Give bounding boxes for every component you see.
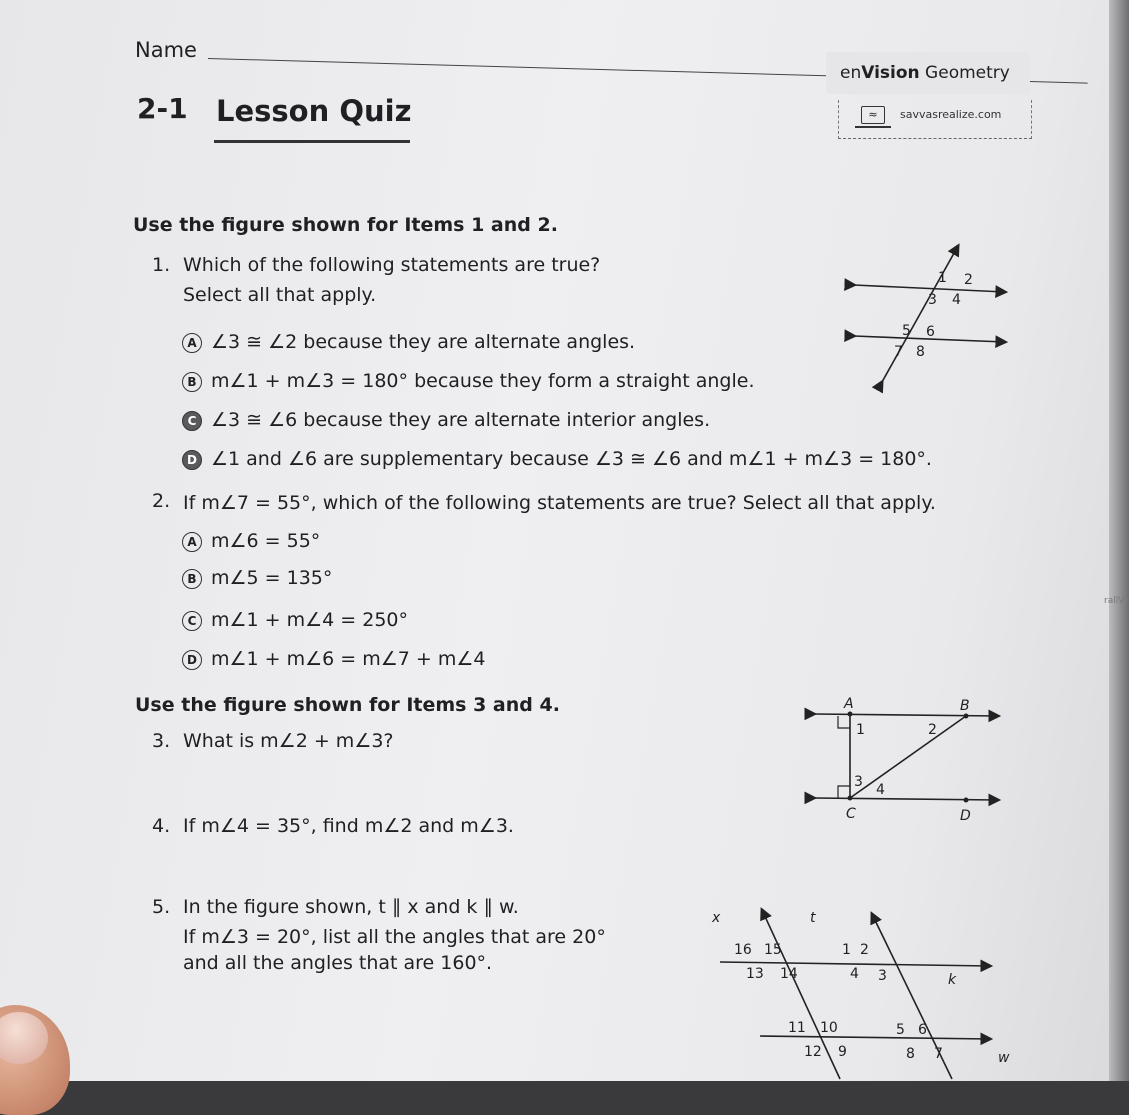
angle-label-16: 16	[734, 942, 752, 958]
transversal-figure-1	[840, 236, 1020, 396]
icon-underline	[855, 126, 891, 128]
angle-label-14: 14	[780, 966, 798, 982]
angle-label-6: 6	[918, 1022, 927, 1038]
option-letter: A	[182, 333, 202, 353]
section1-heading: Use the figure shown for Items 1 and 2.	[133, 214, 558, 236]
label-b: B	[960, 698, 970, 714]
option-text: m∠6 = 55°	[211, 530, 321, 552]
q3-text: What is m∠2 + m∠3?	[183, 730, 394, 752]
name-label: Name	[135, 38, 197, 62]
parallel-lines-figure-2	[800, 690, 1010, 830]
label-t: t	[810, 910, 816, 926]
right-angle-mark-a	[838, 716, 850, 728]
line-w	[760, 1036, 990, 1039]
angle-label-3: 3	[854, 774, 863, 790]
section2-heading: Use the figure shown for Items 3 and 4.	[135, 694, 560, 716]
q1-text-line1: Which of the following statements are true?	[183, 254, 601, 276]
angle-label-2: 2	[860, 942, 869, 958]
transversal-line	[882, 246, 958, 382]
q2-number: 2.	[152, 490, 171, 512]
parallel-line-upper	[854, 285, 1005, 292]
angle-label-1: 1	[938, 270, 947, 286]
segment-cb	[850, 716, 966, 798]
lesson-number: 2-1	[137, 92, 188, 125]
angle-label-1: 1	[842, 942, 851, 958]
option-text: ∠1 and ∠6 are supplementary because ∠3 ≅ ∠6 and m∠1 + m∠3 = 180°.	[211, 448, 932, 470]
q5-line2: If m∠3 = 20°, list all the angles that are 20°	[183, 926, 606, 948]
lesson-title: Lesson Quiz	[216, 94, 412, 128]
label-w: w	[998, 1050, 1010, 1066]
q2-option-b[interactable]	[182, 567, 332, 589]
angle-label-15: 15	[764, 942, 782, 958]
q2-option-c[interactable]	[182, 609, 408, 631]
option-letter: D	[182, 450, 202, 470]
q3-number: 3.	[152, 730, 171, 752]
angle-label-2: 2	[964, 272, 973, 288]
q1-number: 1.	[152, 254, 171, 276]
angle-label-13: 13	[746, 966, 764, 982]
line-cd	[814, 798, 998, 800]
line-ab	[814, 714, 998, 716]
angle-label-8: 8	[906, 1046, 915, 1062]
angle-label-11: 11	[788, 1020, 806, 1036]
angle-label-12: 12	[804, 1044, 822, 1060]
label-c: C	[846, 806, 856, 822]
point-b	[964, 714, 969, 719]
q1-option-a[interactable]	[182, 331, 635, 353]
q1-option-d[interactable]	[182, 448, 932, 470]
angle-label-7: 7	[934, 1046, 943, 1062]
q4-text: If m∠4 = 35°, find m∠2 and m∠3.	[183, 815, 514, 837]
label-a: A	[844, 696, 854, 712]
wifi-icon: ≈	[861, 106, 885, 124]
q5-line3: and all the angles that are 160°.	[183, 952, 493, 974]
page-edge-shadow	[1109, 0, 1129, 1081]
option-text: ∠3 ≅ ∠6 because they are alternate interior angles.	[211, 409, 711, 431]
angle-label-2: 2	[928, 722, 937, 738]
point-c	[848, 796, 853, 801]
angle-label-4: 4	[876, 782, 885, 798]
option-letter: C	[182, 411, 202, 431]
option-text: m∠1 + m∠3 = 180° because they form a straight angle.	[211, 370, 755, 392]
q2-option-a[interactable]	[182, 530, 320, 552]
q2-option-d[interactable]	[182, 648, 486, 670]
q1-option-b[interactable]	[182, 370, 755, 392]
angle-label-4: 4	[952, 292, 961, 308]
angle-label-4: 4	[850, 966, 859, 982]
label-x: x	[712, 910, 721, 926]
brand-label: enVision Geometry	[840, 63, 1010, 83]
option-letter: A	[182, 532, 202, 552]
side-text: rallV	[1104, 596, 1125, 606]
angle-label-5: 5	[896, 1022, 905, 1038]
label-k: k	[948, 972, 957, 988]
angle-label-9: 9	[838, 1044, 847, 1060]
point-d	[964, 798, 969, 803]
website-url: savvasrealize.com	[900, 108, 1002, 121]
title-underline	[214, 140, 410, 143]
q1-option-c[interactable]	[182, 409, 710, 431]
point-a	[848, 712, 853, 717]
line-x	[762, 910, 840, 1079]
angle-label-10: 10	[820, 1020, 838, 1036]
angle-label-8: 8	[916, 344, 925, 360]
q4-number: 4.	[152, 815, 171, 837]
angle-label-3: 3	[928, 292, 937, 308]
label-d: D	[960, 808, 971, 824]
angle-label-1: 1	[856, 722, 865, 738]
angle-label-5: 5	[902, 323, 911, 339]
option-letter: C	[182, 611, 202, 631]
q5-line1: In the figure shown, t ∥ x and k ∥ w.	[183, 896, 519, 918]
right-angle-mark-c	[838, 786, 850, 798]
q5-number: 5.	[152, 896, 171, 918]
angle-label-7: 7	[894, 344, 903, 360]
option-text: m∠1 + m∠6 = m∠7 + m∠4	[211, 648, 486, 670]
parallel-lines-figure-3	[700, 900, 1030, 1081]
option-text: ∠3 ≅ ∠2 because they are alternate angles.	[211, 331, 636, 353]
angle-label-6: 6	[926, 324, 935, 340]
angle-label-3: 3	[878, 968, 887, 984]
option-text: m∠1 + m∠4 = 250°	[211, 609, 409, 631]
option-text: m∠5 = 135°	[211, 567, 333, 589]
option-letter: D	[182, 650, 202, 670]
q2-text: If m∠7 = 55°, which of the following statements are true? Select all that apply.	[183, 492, 936, 514]
q1-text-line2: Select all that apply.	[183, 284, 377, 306]
option-letter: B	[182, 372, 202, 392]
option-letter: B	[182, 569, 202, 589]
